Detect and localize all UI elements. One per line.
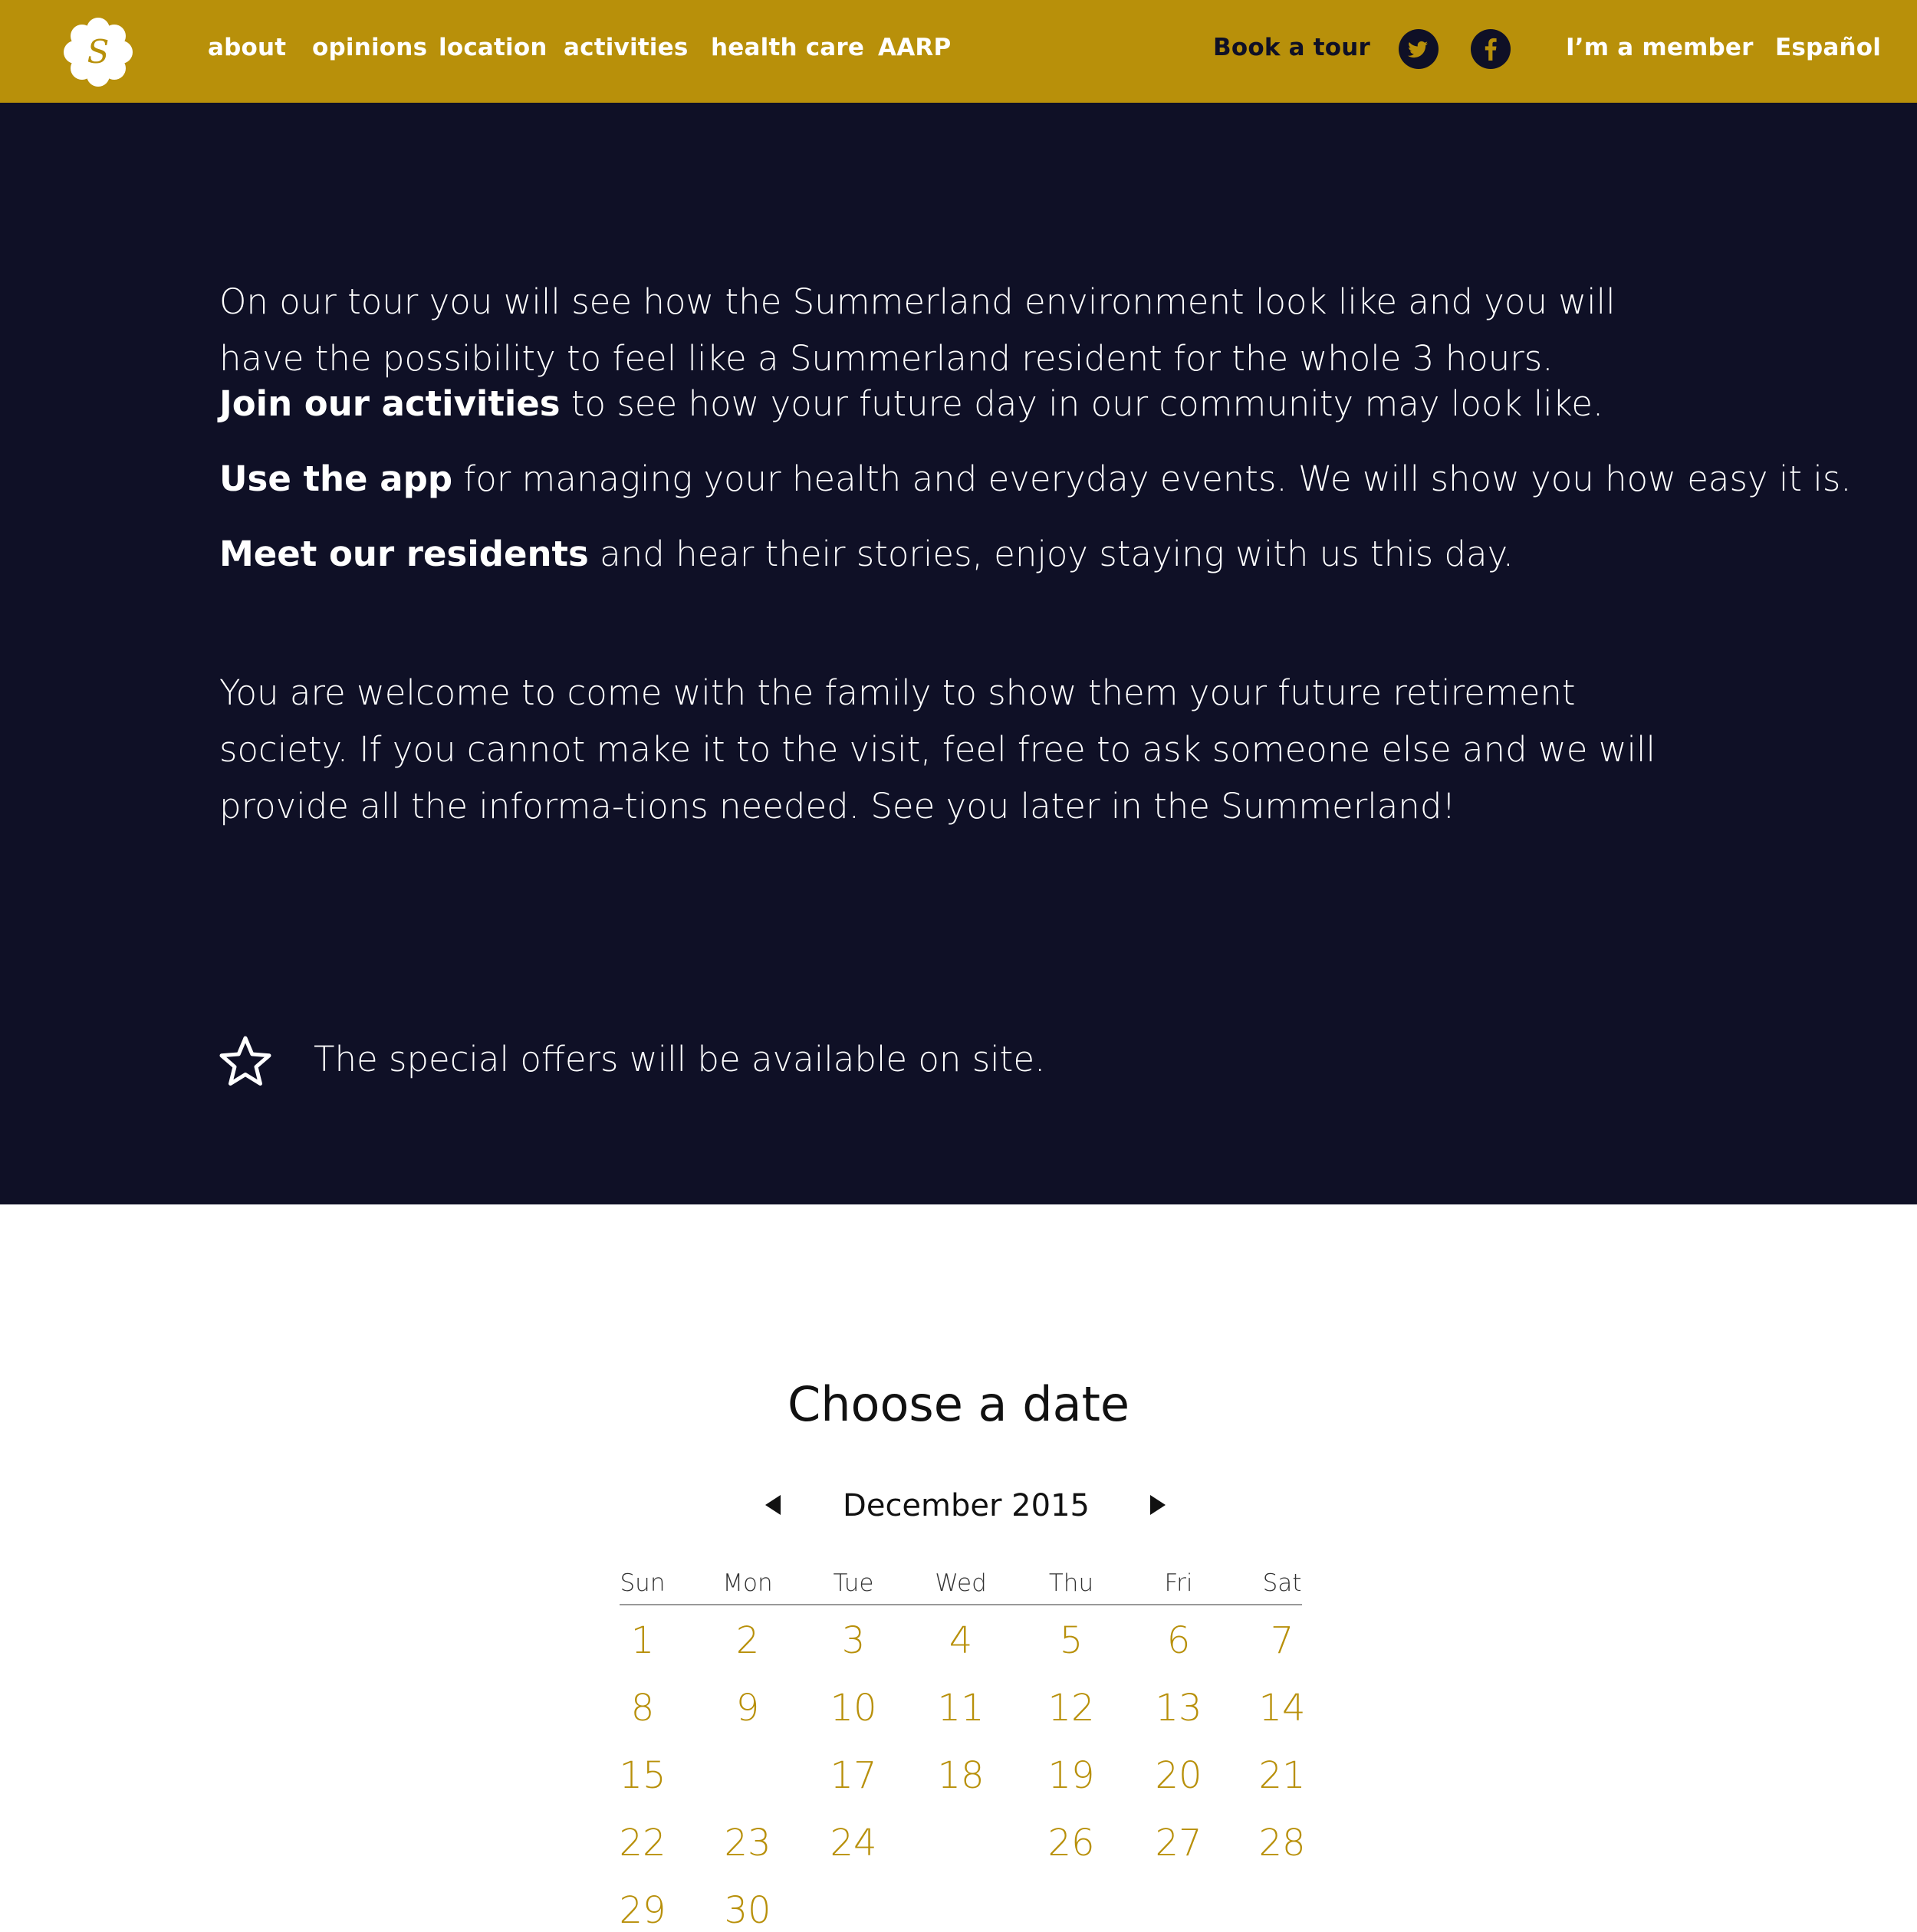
twitter-icon[interactable]: [1399, 29, 1439, 69]
member-link[interactable]: I’m a member: [1566, 34, 1754, 61]
highlight-residents-bold: Meet our residents: [219, 534, 589, 574]
nav-link-health-care[interactable]: health care: [711, 34, 865, 61]
month-label: December 2015: [843, 1488, 1090, 1523]
calendar-day[interactable]: 3: [841, 1619, 866, 1662]
nav-link-opinions[interactable]: opinions: [312, 34, 428, 61]
highlight-residents-text: and hear their stories, enjoy staying with us this day.: [588, 534, 1514, 574]
weekday-label: Mon: [722, 1569, 773, 1597]
calendar-day[interactable]: 5: [1059, 1619, 1083, 1662]
weekday-label: Sun: [620, 1569, 666, 1597]
calendar-day[interactable]: 23: [724, 1822, 771, 1865]
highlight-activities: [219, 376, 1715, 432]
calendar-day[interactable]: 11: [937, 1687, 985, 1730]
calendar-day[interactable]: 12: [1047, 1687, 1095, 1730]
weekday-label: Sat: [1262, 1569, 1302, 1597]
tour-info-section: [0, 103, 1917, 1204]
weekday-label: Thu: [1048, 1569, 1094, 1597]
weekday-label: Wed: [935, 1569, 987, 1597]
calendar-day[interactable]: 24: [830, 1822, 877, 1865]
special-offer-text: The special offers will be available on site.: [314, 1039, 1046, 1079]
weekday-label: Tue: [833, 1569, 874, 1597]
calendar-day[interactable]: 30: [724, 1889, 771, 1932]
previous-month-arrow-icon[interactable]: [764, 1493, 782, 1516]
calendar-day[interactable]: 7: [1270, 1619, 1294, 1662]
book-tour-link[interactable]: Book a tour: [1213, 34, 1371, 61]
nav-link-activities[interactable]: activities: [564, 34, 689, 61]
intro-paragraph: On our tour you will see how the Summerland environment look like and you will have the possibility to feel like a Summerland resident for the whole 3 hours.: [219, 281, 1616, 379]
calendar-day[interactable]: 2: [735, 1619, 760, 1662]
calendar-day[interactable]: 1: [630, 1619, 655, 1662]
language-link[interactable]: Español: [1775, 34, 1882, 61]
calendar-day[interactable]: 13: [1155, 1687, 1202, 1730]
nav-link-about[interactable]: about: [208, 34, 287, 61]
calendar-day[interactable]: 19: [1047, 1754, 1095, 1797]
next-month-arrow-icon[interactable]: [1149, 1493, 1167, 1516]
calendar-day[interactable]: 17: [830, 1754, 877, 1797]
family-paragraph: You are welcome to come with the family to show them your future retirement society. If you cannot make it to the visit, feel free to ask someone else and we will provide all the informa-tions needed. See you later in the Summerland!: [219, 672, 1656, 826]
calendar-day[interactable]: 10: [830, 1687, 877, 1730]
calendar-day[interactable]: 6: [1166, 1619, 1191, 1662]
calendar-day[interactable]: 15: [619, 1754, 666, 1797]
chevron-down-icon[interactable]: [909, 1216, 1015, 1257]
calendar-day[interactable]: 21: [1258, 1754, 1306, 1797]
calendar-day[interactable]: 14: [1258, 1687, 1306, 1730]
top-navigation-bar: [0, 0, 1917, 103]
calendar-day[interactable]: 22: [619, 1822, 666, 1865]
highlight-residents: [219, 526, 1715, 583]
highlight-activities-text: to see how your future day in our community may look like.: [560, 383, 1604, 424]
calendar-day[interactable]: 9: [735, 1687, 760, 1730]
calendar-day[interactable]: 26: [1047, 1822, 1095, 1865]
calendar-title: Choose a date: [787, 1376, 1130, 1432]
calendar-day[interactable]: 18: [937, 1754, 985, 1797]
summerland-logo-icon[interactable]: [63, 17, 133, 87]
highlight-app-bold: Use the app: [219, 458, 453, 499]
calendar-day[interactable]: 4: [949, 1619, 973, 1662]
highlight-app: [219, 451, 1852, 508]
weekday-label: Fri: [1164, 1569, 1193, 1597]
nav-link-location[interactable]: location: [439, 34, 547, 61]
calendar-day[interactable]: 28: [1258, 1822, 1306, 1865]
calendar-day[interactable]: 20: [1155, 1754, 1202, 1797]
facebook-icon[interactable]: [1471, 29, 1511, 69]
calendar-day[interactable]: 8: [630, 1687, 655, 1730]
calendar-day[interactable]: 29: [619, 1889, 666, 1932]
highlight-app-text: for managing your health and everyday events. We will show you how easy it is.: [452, 458, 1852, 499]
calendar-day[interactable]: 27: [1155, 1822, 1202, 1865]
highlight-activities-bold: Join our activities: [219, 383, 561, 424]
star-icon: [218, 1035, 273, 1087]
weekday-divider: [620, 1604, 1302, 1605]
logo-letter: S: [87, 33, 110, 71]
nav-link-aarp[interactable]: AARP: [878, 34, 952, 61]
